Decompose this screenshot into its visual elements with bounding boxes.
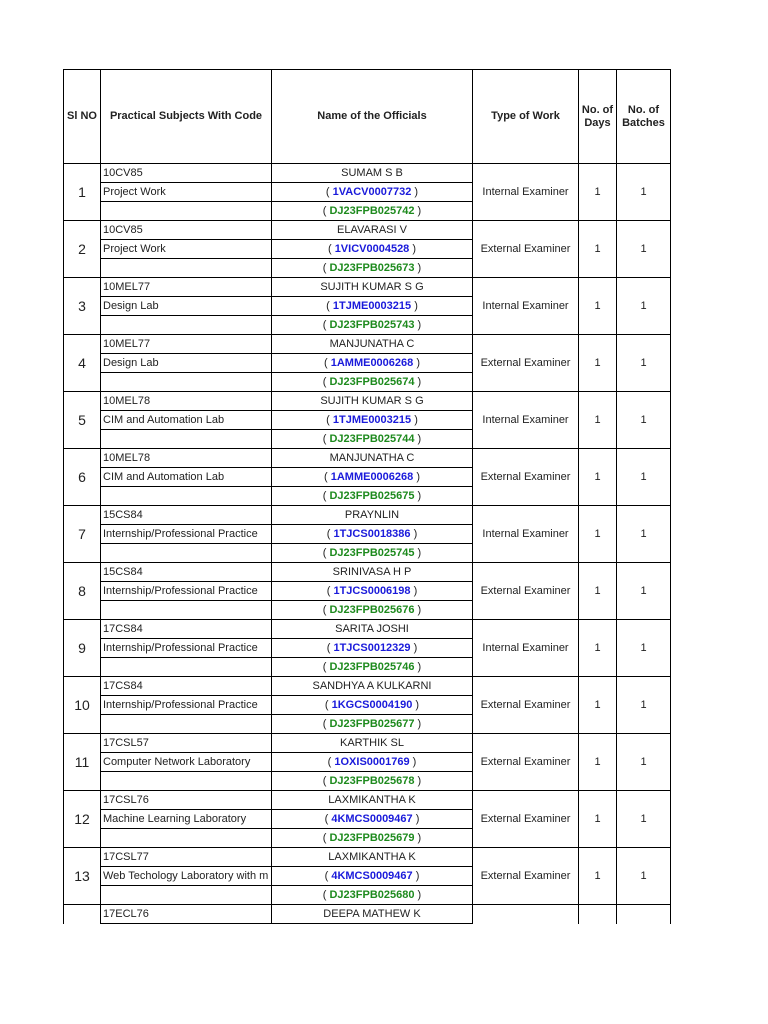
blank-cell <box>101 715 272 734</box>
official-id: 1VICV0004528 <box>334 243 410 255</box>
table-row <box>64 620 671 639</box>
work-type: Internal Examiner <box>473 392 579 449</box>
sl-number: 13 <box>64 848 101 905</box>
blank-cell <box>101 772 272 791</box>
days-count: 1 <box>579 848 617 905</box>
official-name: KARTHIK SL <box>272 734 473 753</box>
work-type: External Examiner <box>473 221 579 278</box>
blank-cell <box>101 544 272 563</box>
official-id-cell: ( 1AMME0006268 ) <box>272 354 473 373</box>
table-row <box>64 221 671 240</box>
sl-number: 1 <box>64 164 101 221</box>
subject-name: Internship/Professional Practice <box>101 639 272 658</box>
reference-id: DJ23FPB025680 <box>329 889 415 901</box>
sl-number: 3 <box>64 278 101 335</box>
official-name: SUJITH KUMAR S G <box>272 392 473 411</box>
subject-code: 17ECL76 <box>101 905 272 924</box>
official-id-cell: ( 1VACV0007732 ) <box>272 183 473 202</box>
subject-code: 17CS84 <box>101 677 272 696</box>
header-sl-no: Sl NO <box>64 70 101 164</box>
batches-count <box>617 905 671 924</box>
header-batches: No. of Batches <box>617 70 671 164</box>
days-count: 1 <box>579 677 617 734</box>
sl-number: 9 <box>64 620 101 677</box>
table-row <box>64 449 671 468</box>
days-count: 1 <box>579 563 617 620</box>
sl-number: 6 <box>64 449 101 506</box>
reference-id-cell: ( DJ23FPB025673 ) <box>272 259 473 278</box>
subject-name: Design Lab <box>101 297 272 316</box>
work-type <box>473 905 579 924</box>
subject-code: 17CSL76 <box>101 791 272 810</box>
official-id: 1VACV0007732 <box>332 186 412 198</box>
sl-number: 10 <box>64 677 101 734</box>
work-type: External Examiner <box>473 734 579 791</box>
table-row <box>64 563 671 582</box>
days-count: 1 <box>579 164 617 221</box>
reference-id-cell: ( DJ23FPB025745 ) <box>272 544 473 563</box>
sl-number: 11 <box>64 734 101 791</box>
days-count: 1 <box>579 449 617 506</box>
table-row <box>64 506 671 525</box>
official-id-cell: ( 1TJME0003215 ) <box>272 297 473 316</box>
subject-code: 10MEL78 <box>101 392 272 411</box>
subject-code: 15CS84 <box>101 563 272 582</box>
days-count: 1 <box>579 734 617 791</box>
subject-name: Design Lab <box>101 354 272 373</box>
sl-number: 4 <box>64 335 101 392</box>
subject-code: 15CS84 <box>101 506 272 525</box>
table-row <box>64 392 671 411</box>
reference-id: DJ23FPB025744 <box>329 433 415 445</box>
batches-count: 1 <box>617 791 671 848</box>
reference-id-cell: ( DJ23FPB025678 ) <box>272 772 473 791</box>
official-id-cell: ( 1AMME0006268 ) <box>272 468 473 487</box>
blank-cell <box>101 259 272 278</box>
reference-id: DJ23FPB025674 <box>329 376 415 388</box>
official-name: SUJITH KUMAR S G <box>272 278 473 297</box>
official-name: MANJUNATHA C <box>272 449 473 468</box>
work-type: External Examiner <box>473 563 579 620</box>
days-count: 1 <box>579 335 617 392</box>
official-name: DEEPA MATHEW K <box>272 905 473 924</box>
reference-id-cell: ( DJ23FPB025746 ) <box>272 658 473 677</box>
work-type: Internal Examiner <box>473 506 579 563</box>
reference-id: DJ23FPB025679 <box>329 832 415 844</box>
batches-count: 1 <box>617 563 671 620</box>
reference-id: DJ23FPB025746 <box>329 661 415 673</box>
subject-name: Project Work <box>101 183 272 202</box>
days-count: 1 <box>579 392 617 449</box>
official-id-cell: ( 1VICV0004528 ) <box>272 240 473 259</box>
subject-name: CIM and Automation Lab <box>101 468 272 487</box>
official-id: 1TJCS0006198 <box>333 585 411 597</box>
sl-number <box>64 905 101 924</box>
table-row <box>64 164 671 183</box>
official-id-cell: ( 4KMCS0009467 ) <box>272 810 473 829</box>
subject-name: Internship/Professional Practice <box>101 582 272 601</box>
header-row <box>64 70 671 164</box>
official-id: 1TJME0003215 <box>332 414 412 426</box>
batches-count: 1 <box>617 392 671 449</box>
header-work-type: Type of Work <box>473 70 579 164</box>
official-id: 1AMME0006268 <box>330 471 414 483</box>
reference-id-cell: ( DJ23FPB025677 ) <box>272 715 473 734</box>
reference-id: DJ23FPB025743 <box>329 319 415 331</box>
official-id: 4KMCS0009467 <box>331 870 413 882</box>
official-name: SANDHYA A KULKARNI <box>272 677 473 696</box>
reference-id: DJ23FPB025675 <box>329 490 415 502</box>
reference-id: DJ23FPB025676 <box>329 604 415 616</box>
work-type: Internal Examiner <box>473 620 579 677</box>
days-count: 1 <box>579 278 617 335</box>
batches-count: 1 <box>617 734 671 791</box>
sl-number: 5 <box>64 392 101 449</box>
subject-name: Project Work <box>101 240 272 259</box>
table-row <box>64 335 671 354</box>
header-days: No. of Days <box>579 70 617 164</box>
days-count: 1 <box>579 506 617 563</box>
table-row <box>64 791 671 810</box>
official-id-cell: ( 4KMCS0009467 ) <box>272 867 473 886</box>
table-row <box>64 677 671 696</box>
batches-count: 1 <box>617 221 671 278</box>
official-id: 1TJCS0012329 <box>333 642 411 654</box>
reference-id: DJ23FPB025745 <box>329 547 415 559</box>
subject-code: 10MEL78 <box>101 449 272 468</box>
reference-id-cell: ( DJ23FPB025675 ) <box>272 487 473 506</box>
blank-cell <box>101 202 272 221</box>
official-id: 1KGCS0004190 <box>331 699 413 711</box>
subject-name: CIM and Automation Lab <box>101 411 272 430</box>
official-id: 1TJME0003215 <box>332 300 412 312</box>
subject-code: 10MEL77 <box>101 335 272 354</box>
batches-count: 1 <box>617 848 671 905</box>
table-row-partial <box>64 905 671 924</box>
work-type: External Examiner <box>473 449 579 506</box>
blank-cell <box>101 658 272 677</box>
batches-count: 1 <box>617 278 671 335</box>
work-type: External Examiner <box>473 335 579 392</box>
reference-id-cell: ( DJ23FPB025679 ) <box>272 829 473 848</box>
table-row <box>64 734 671 753</box>
days-count: 1 <box>579 620 617 677</box>
days-count <box>579 905 617 924</box>
header-officials: Name of the Officials <box>272 70 473 164</box>
official-name: LAXMIKANTHA K <box>272 848 473 867</box>
official-id: 1OXIS0001769 <box>334 756 410 768</box>
official-id-cell: ( 1KGCS0004190 ) <box>272 696 473 715</box>
official-id-cell: ( 1TJCS0018386 ) <box>272 525 473 544</box>
subject-code: 10MEL77 <box>101 278 272 297</box>
work-type: Internal Examiner <box>473 278 579 335</box>
sl-number: 12 <box>64 791 101 848</box>
reference-id-cell: ( DJ23FPB025742 ) <box>272 202 473 221</box>
batches-count: 1 <box>617 506 671 563</box>
blank-cell <box>101 601 272 620</box>
reference-id-cell: ( DJ23FPB025676 ) <box>272 601 473 620</box>
official-id: 1TJCS0018386 <box>333 528 411 540</box>
header-subject: Practical Subjects With Code <box>101 70 272 164</box>
official-name: SRINIVASA H P <box>272 563 473 582</box>
work-type: Internal Examiner <box>473 164 579 221</box>
subject-code: 10CV85 <box>101 221 272 240</box>
official-name: PRAYNLIN <box>272 506 473 525</box>
subject-name: Web Techology Laboratory with m <box>101 867 272 886</box>
official-id-cell: ( 1TJCS0006198 ) <box>272 582 473 601</box>
subject-code: 10CV85 <box>101 164 272 183</box>
official-name: MANJUNATHA C <box>272 335 473 354</box>
days-count: 1 <box>579 791 617 848</box>
reference-id: DJ23FPB025742 <box>329 205 415 217</box>
table-row <box>64 278 671 297</box>
subject-name: Internship/Professional Practice <box>101 696 272 715</box>
work-type: External Examiner <box>473 677 579 734</box>
batches-count: 1 <box>617 620 671 677</box>
work-type: External Examiner <box>473 791 579 848</box>
subject-code: 17CSL57 <box>101 734 272 753</box>
blank-cell <box>101 487 272 506</box>
reference-id-cell: ( DJ23FPB025744 ) <box>272 430 473 449</box>
blank-cell <box>101 430 272 449</box>
official-id-cell: ( 1TJCS0012329 ) <box>272 639 473 658</box>
blank-cell <box>101 316 272 335</box>
official-id: 1AMME0006268 <box>330 357 414 369</box>
reference-id-cell: ( DJ23FPB025674 ) <box>272 373 473 392</box>
batches-count: 1 <box>617 335 671 392</box>
officials-table <box>63 69 671 924</box>
official-name: ELAVARASI V <box>272 221 473 240</box>
reference-id-cell: ( DJ23FPB025680 ) <box>272 886 473 905</box>
official-name: LAXMIKANTHA K <box>272 791 473 810</box>
sl-number: 8 <box>64 563 101 620</box>
subject-name: Machine Learning Laboratory <box>101 810 272 829</box>
official-id-cell: ( 1OXIS0001769 ) <box>272 753 473 772</box>
batches-count: 1 <box>617 449 671 506</box>
blank-cell <box>101 373 272 392</box>
official-id-cell: ( 1TJME0003215 ) <box>272 411 473 430</box>
blank-cell <box>101 829 272 848</box>
subject-code: 17CSL77 <box>101 848 272 867</box>
sl-number: 2 <box>64 221 101 278</box>
reference-id: DJ23FPB025673 <box>329 262 415 274</box>
sl-number: 7 <box>64 506 101 563</box>
work-type: External Examiner <box>473 848 579 905</box>
table-row <box>64 848 671 867</box>
blank-cell <box>101 886 272 905</box>
batches-count: 1 <box>617 677 671 734</box>
reference-id: DJ23FPB025677 <box>329 718 415 730</box>
days-count: 1 <box>579 221 617 278</box>
official-name: SARITA JOSHI <box>272 620 473 639</box>
batches-count: 1 <box>617 164 671 221</box>
subject-code: 17CS84 <box>101 620 272 639</box>
reference-id: DJ23FPB025678 <box>329 775 415 787</box>
official-name: SUMAM S B <box>272 164 473 183</box>
subject-name: Internship/Professional Practice <box>101 525 272 544</box>
reference-id-cell: ( DJ23FPB025743 ) <box>272 316 473 335</box>
official-id: 4KMCS0009467 <box>331 813 413 825</box>
subject-name: Computer Network Laboratory <box>101 753 272 772</box>
